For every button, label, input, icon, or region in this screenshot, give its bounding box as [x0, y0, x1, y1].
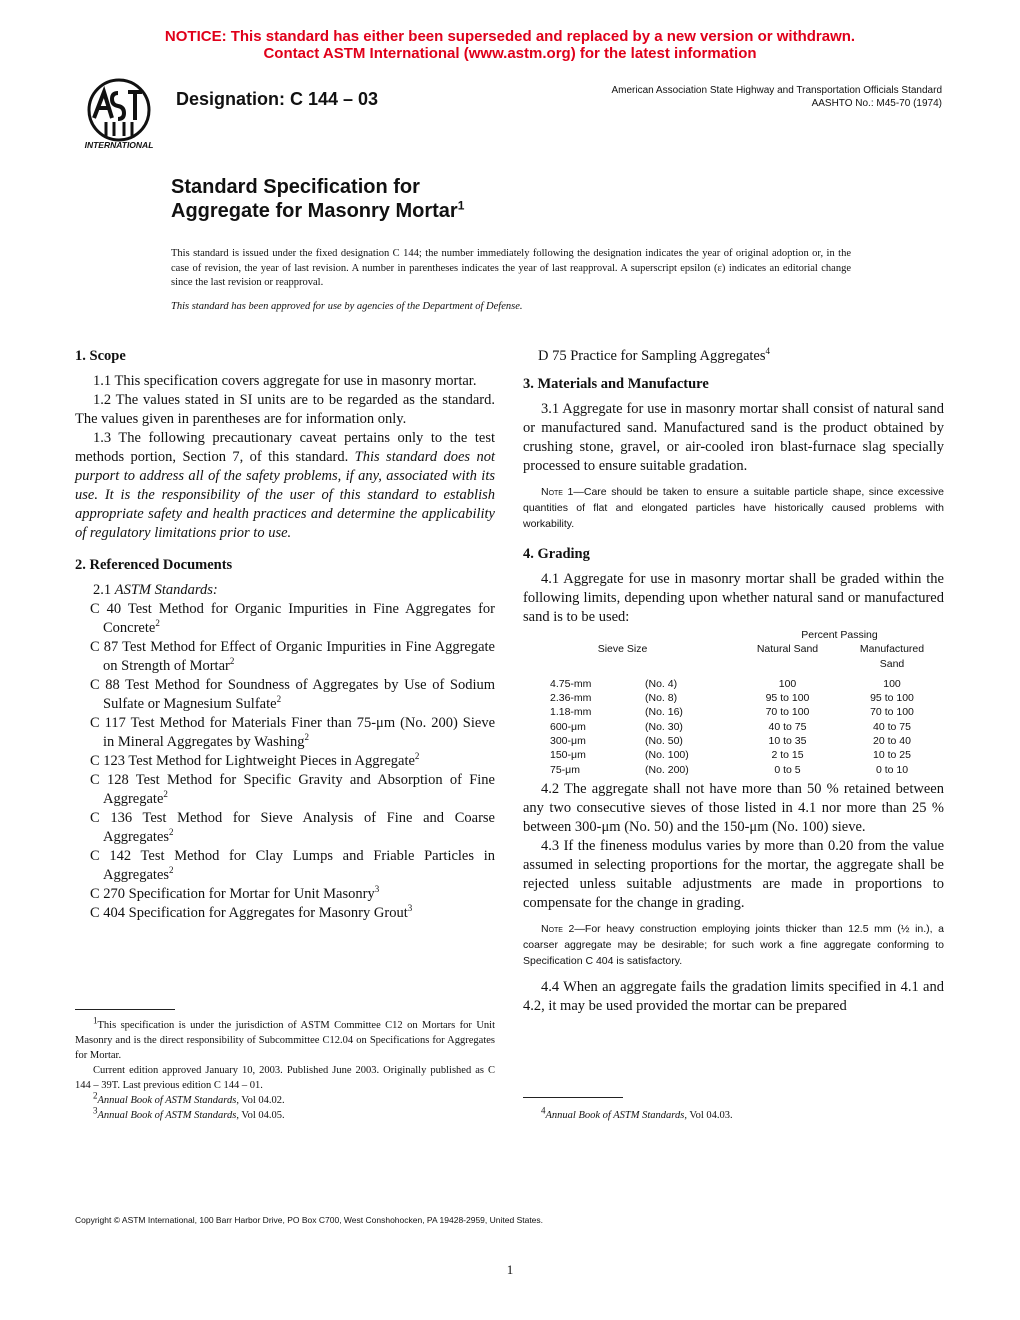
note-2-label: Note 2	[541, 922, 575, 935]
page-number: 1	[506, 1262, 514, 1277]
copyright: Copyright © ASTM International, 100 Barr Harbor Drive, PO Box C700, West Conshohocken, PA 19428-2959, United States.	[75, 1215, 544, 1225]
footnote-rule-right	[523, 1097, 623, 1098]
aashto-reference	[611, 84, 942, 110]
table-row: 2.36-mm (No. 8) 95 to 100 95 to 100	[550, 692, 914, 705]
table-row: 75-μm (No. 200) 0 to 5 0 to 10	[550, 763, 909, 776]
footnote-4: $^4$Annual Book of ASTM Standards, Vol 04.03.	[541, 1105, 733, 1121]
ref-item: C 270 Specification for Mortar for Unit Masonry$^3$	[90, 884, 380, 902]
note-2	[523, 921, 944, 969]
ref-item: C 136 Test Method for Sieve Analysis of Fine and Coarse Aggregates$^2$	[90, 810, 495, 845]
scope-1-2: 1.2 The values stated in SI units are to be regarded as the standard. The values given in parentheses are for information only.	[75, 392, 495, 427]
grading-4-1: 4.1 Aggregate for use in masonry mortar shall be graded within the following limits, depending upon whether natural sand or manufactured sand is to be used:	[523, 571, 944, 625]
table-row: 4.75-mm (No. 4) 100 100	[550, 677, 901, 690]
table-row: 1.18-mm (No. 16) 70 to 100 70 to 100	[550, 706, 914, 719]
note-1-label: Note 1	[541, 486, 574, 498]
note-1	[523, 484, 944, 532]
ref-item: C 117 Test Method for Materials Finer than 75-μm (No. 200) Sieve in Mineral Aggregates by Washing$^2$	[90, 715, 495, 750]
grading-table	[523, 628, 944, 777]
note-1-text: —Care should be taken to ensure a suitable particle shape, since excessive quantities of flat and elongated particles have historically caused problems with workability.	[523, 486, 944, 530]
astm-standards-num: 2.1	[93, 582, 115, 598]
percent-passing-header: Percent Passing	[801, 629, 878, 641]
section-scope-heading: 1. Scope	[75, 348, 126, 364]
table-row: 600-μm (No. 30) 40 to 75 40 to 75	[550, 720, 911, 733]
table-row: 300-μm (No. 50) 10 to 35 20 to 40	[550, 735, 911, 748]
sieve-size-header: Sieve Size	[597, 643, 648, 656]
ref-item: C 87 Test Method for Effect of Organic Impurities in Fine Aggregate on Strength of Mortar$^2$	[90, 639, 495, 674]
astm-standards-title: ASTM Standards:	[114, 582, 218, 598]
title-line-1: Standard Specification for	[171, 176, 420, 198]
note-2-text: —For heavy construction employing joints thicker than 12.5 mm (½ in.), a coarser aggregate may be desirable; for such work a fine aggregate conforming to Specification C 404 is satisfactory.	[523, 922, 944, 967]
ref-item: C 128 Test Method for Specific Gravity and Absorption of Fine Aggregate$^2$	[90, 772, 495, 807]
footnote-rule-left	[75, 1009, 175, 1010]
materials-3-1: 3.1 Aggregate for use in masonry mortar shall consist of natural sand or manufactured sand. Manufactured sand is the product obtained by crushing stone, gravel, or air-cooled iron blast-furnace slag specially processed to ensure suitable gradation.	[523, 401, 944, 474]
section-grading-heading: 4. Grading	[523, 546, 590, 562]
right-column	[523, 347, 944, 1016]
ref-item: C 404 Specification for Aggregates for Masonry Grout$^3$	[90, 903, 413, 921]
left-column	[75, 347, 495, 923]
notice-line-2: Contact ASTM International (www.astm.org) for the latest information	[263, 45, 757, 62]
astm-logo-icon	[78, 78, 160, 150]
footnote-2: $^2$Annual Book of ASTM Standards, Vol 04.02.	[93, 1090, 285, 1106]
scope-1-1: 1.1 This specification covers aggregate for use in masonry mortar.	[93, 373, 477, 389]
footnote-1: $^1$This specification is under the jurisdiction of ASTM Committee C12 on Mortars for Unit Masonry and is the direct responsibility of Subcommittee C12.04 on Specifications for Aggregates for Mortar.	[75, 1015, 495, 1061]
withdrawal-notice	[0, 28, 1020, 62]
issuance-statement: This standard is issued under the fixed designation C 144; the number immediately following the designation indicates the year of original adoption or, in the case of revision, the year of last revision. A number in parentheses indicates the year of last reapproval. A superscript epsilon (ε) indicates an editorial change since the last revision or reapproval.	[171, 248, 851, 288]
grading-4-2: 4.2 The aggregate shall not have more than 50 % retained between any two consecutive sieves of those listed in 4.1 nor more than 25 % between 300-μm (No. 50) and the 150-μm (No. 100) sieve.	[523, 780, 944, 835]
dod-approval: This standard has been approved for use by agencies of the Department of Defense.	[171, 301, 523, 312]
ref-item: C 123 Test Method for Lightweight Pieces in Aggregate$^2$	[90, 751, 420, 769]
logo-wordmark: INTERNATIONAL	[84, 140, 154, 150]
aashto-line-2: AASHTO No.: M45-70 (1974)	[811, 98, 942, 109]
manufactured-sand-header: Manufactured Sand	[859, 643, 925, 670]
document-title	[171, 175, 464, 223]
ref-item-d75: D 75 Practice for Sampling Aggregates$^4$	[538, 346, 771, 364]
astm-standards-label	[75, 581, 495, 600]
section-materials-heading: 3. Materials and Manufacture	[523, 376, 709, 392]
aashto-line-1: American Association State Highway and Transportation Officials Standard	[611, 85, 942, 96]
designation: Designation: C 144 – 03	[176, 89, 379, 109]
grading-4-3: 4.3 If the fineness modulus varies by more than 0.20 from the value assumed in selecting proportions for the mortar, the aggregate shall be rejected unless suitable adjustments are made in proportions to compensate for the change in grading.	[523, 837, 944, 911]
ref-item: C 142 Test Method for Clay Lumps and Friable Particles in Aggregates$^2$	[90, 848, 495, 883]
table-row: 150-μm (No. 100) 2 to 15 10 to 25	[550, 749, 911, 762]
scope-1-3	[75, 429, 495, 543]
section-references-heading: 2. Referenced Documents	[75, 557, 233, 573]
scope-1-3-text: 1.3 The following precautionary caveat pertains only to the test methods portion, Section 7, of this standard.	[75, 430, 495, 465]
safety-caveat: This standard does not purport to address all of the safety problems, if any, associated with its use. It is the responsibility of the user of this standard to establish appropriate safety and health practices and determine the applicability of regulatory limitations prior to use.	[75, 449, 495, 541]
notice-line-1: NOTICE: This standard has either been superseded and replaced by a new version or withdrawn.	[164, 28, 856, 45]
footnotes-right	[523, 1105, 944, 1123]
natural-sand-header: Natural Sand	[756, 643, 819, 656]
ref-item: C 40 Test Method for Organic Impurities in Fine Aggregates for Concrete$^2$	[90, 601, 495, 636]
footnotes-left	[75, 1015, 495, 1123]
footnote-1-edition: Current edition approved January 10, 2003. Published June 2003. Originally published as C 144 – 39T. Last previous edition C 144 – 01.	[75, 1065, 495, 1091]
title-line-2: Aggregate for Masonry Mortar	[171, 200, 458, 222]
footnote-3: $^3$Annual Book of ASTM Standards, Vol 04.05.	[93, 1105, 285, 1121]
ref-item: C 88 Test Method for Soundness of Aggregates by Use of Sodium Sulfate or Magnesium Sulfate$^2$	[90, 677, 495, 712]
title-footnote-mark: 1	[457, 198, 465, 213]
grading-4-4: 4.4 When an aggregate fails the gradation limits specified in 4.1 and 4.2, it may be used provided the mortar can be prepared	[523, 978, 944, 1014]
